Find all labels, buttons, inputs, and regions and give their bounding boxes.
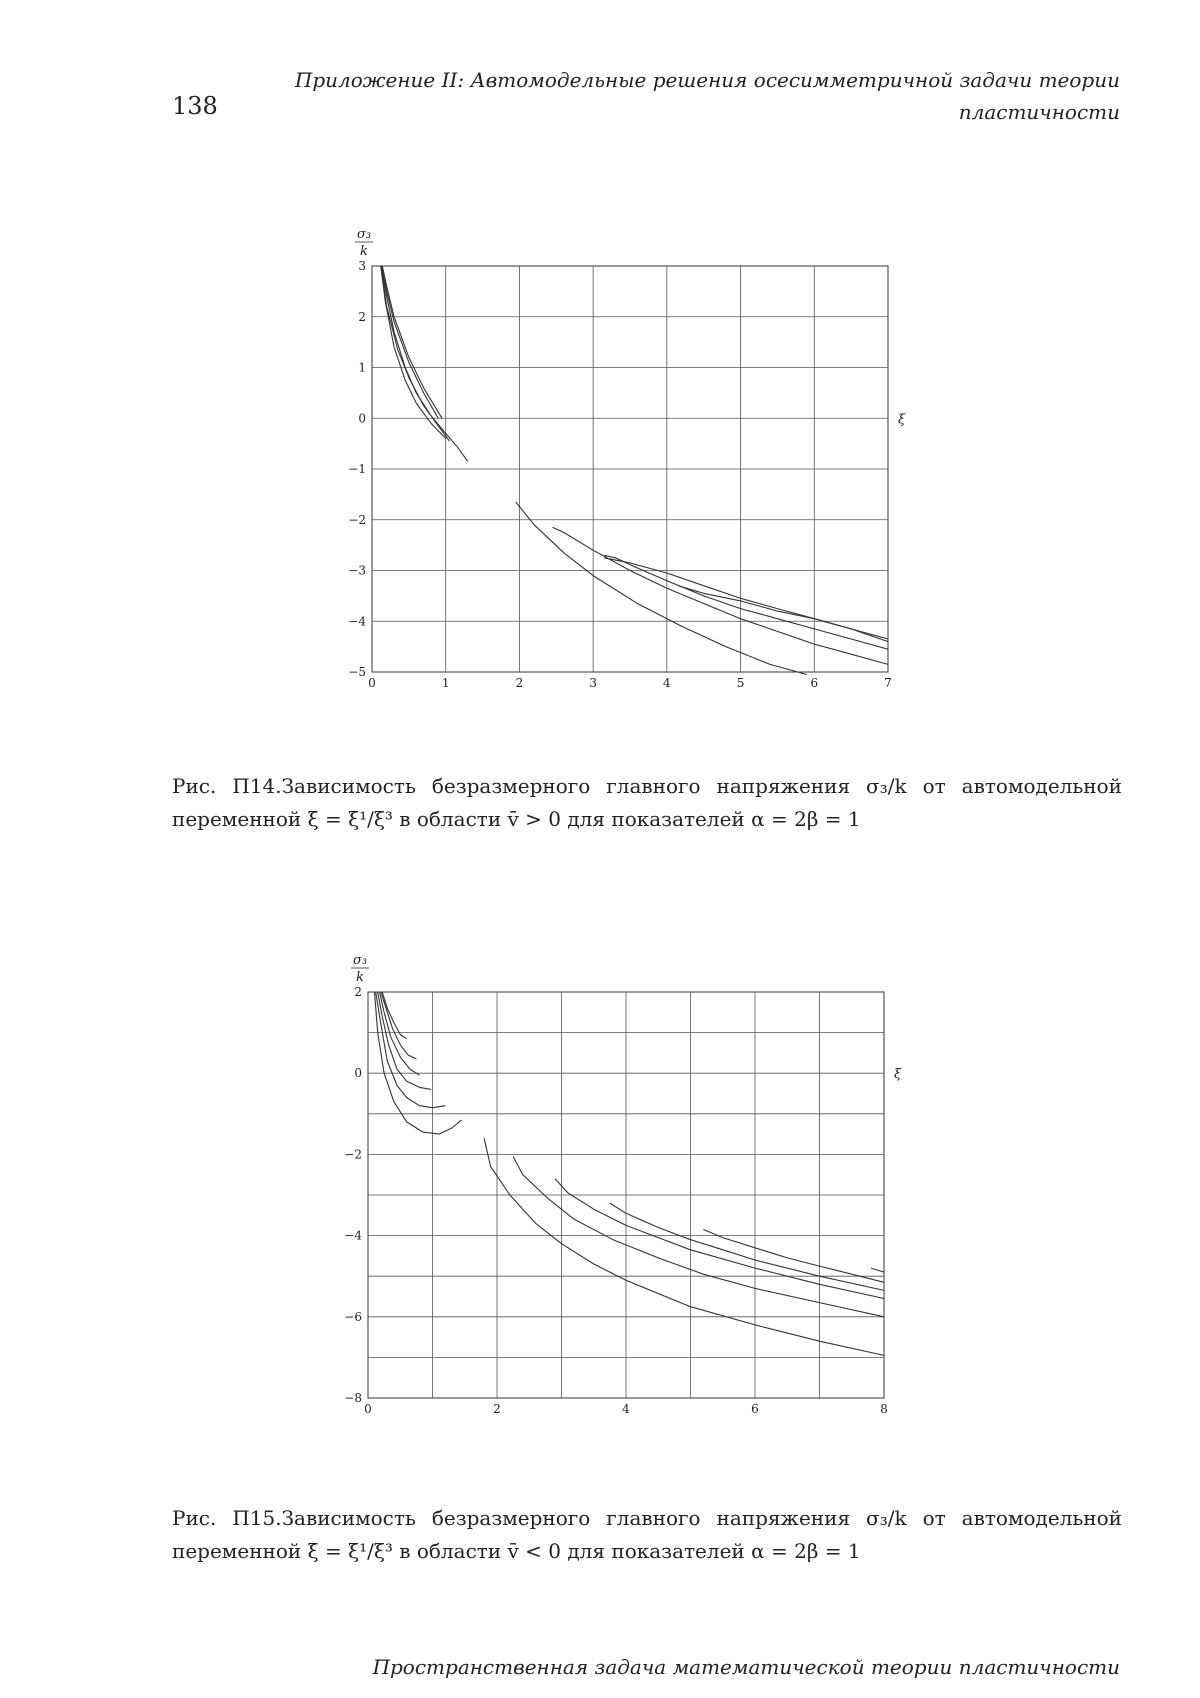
page-number: 138 <box>172 92 218 120</box>
fig15-series-9 <box>555 1179 884 1299</box>
fig14-x-tick-label: 4 <box>663 676 671 690</box>
fig15-series-11 <box>703 1230 884 1283</box>
fig15-y-tick-label: 0 <box>354 1066 362 1081</box>
fig14-x-tick-label: 6 <box>810 676 819 690</box>
fig14-y-tick-label: 3 <box>358 259 366 273</box>
fig15-x-tick-label: 4 <box>622 1402 630 1416</box>
fig15-series-8 <box>513 1156 884 1316</box>
fig14-x-tick-label: 7 <box>884 676 892 690</box>
fig15-xlabel: ξ <box>894 1067 902 1083</box>
fig15-series-12 <box>871 1268 884 1272</box>
fig15-x-tick-label: 6 <box>751 1402 759 1416</box>
fig15-x-tick-label: 2 <box>493 1402 501 1416</box>
fig15-x-tick-label: 0 <box>364 1402 372 1416</box>
fig14-y-tick-label: −5 <box>348 665 366 679</box>
fig14-series-4 <box>382 266 439 418</box>
fig15-ylabel-numerator: σ₃ <box>352 953 368 968</box>
fig14-x-tick-label: 1 <box>441 676 450 690</box>
fig14-y-tick-label: −3 <box>348 563 366 578</box>
fig15-y-tick-label: −4 <box>344 1228 362 1243</box>
fig14-series-2 <box>381 266 450 441</box>
fig15-x-tick-label: 8 <box>880 1402 888 1416</box>
fig14-series-1 <box>381 266 468 461</box>
fig15-y-tick-label: −6 <box>344 1309 362 1324</box>
chart-p14 <box>330 214 970 714</box>
fig14-x-tick-label: 0 <box>368 676 376 690</box>
fig15-series-5 <box>381 992 417 1059</box>
fig15-y-tick-label: −8 <box>344 1391 362 1405</box>
fig14-y-tick-label: 1 <box>358 360 366 375</box>
fig14-xlabel: ξ <box>898 412 906 428</box>
fig14-y-tick-label: 0 <box>358 411 366 426</box>
fig14-y-tick-label: −1 <box>348 462 366 476</box>
figure-p14 <box>330 214 970 714</box>
fig15-ylabel-denominator: k <box>356 970 364 985</box>
fig14-y-tick-label: 2 <box>358 309 366 324</box>
fig14-x-tick-label: 5 <box>736 676 745 690</box>
running-header: Приложение II: Автомодельные решения осесимметричной задачи теории пластичности <box>294 68 1120 124</box>
running-footer: Пространственная задача математической теории пластичности <box>372 1655 1120 1679</box>
fig14-x-tick-label: 3 <box>589 676 597 690</box>
fig14-ylabel-numerator: σ₃ <box>356 227 372 242</box>
fig14-x-tick-label: 2 <box>515 676 524 690</box>
caption-p14: Рис. П14.Зависимость безразмерного главного напряжения σ₃/k от автомодельной переменной ξ = ξ¹/ξ³ в области v̄ > 0 для показателей α = 2β = 1 <box>172 774 1122 831</box>
fig14-series-3 <box>381 266 446 439</box>
fig14-y-tick-label: −4 <box>348 614 366 629</box>
fig15-y-tick-label: 2 <box>354 985 362 999</box>
chart-p15 <box>330 940 970 1470</box>
fig15-y-tick-label: −2 <box>344 1147 362 1162</box>
fig15-series-10 <box>610 1203 884 1290</box>
fig14-ylabel-denominator: k <box>360 244 368 259</box>
caption-p15: Рис. П15.Зависимость безразмерного главного напряжения σ₃/k от автомодельной переменной ξ = ξ¹/ξ³ в области v̄ < 0 для показателей α = 2β = 1 <box>172 1506 1122 1563</box>
fig14-y-tick-label: −2 <box>348 512 366 527</box>
fig14-series-6 <box>516 502 807 675</box>
figure-p15 <box>330 940 970 1470</box>
